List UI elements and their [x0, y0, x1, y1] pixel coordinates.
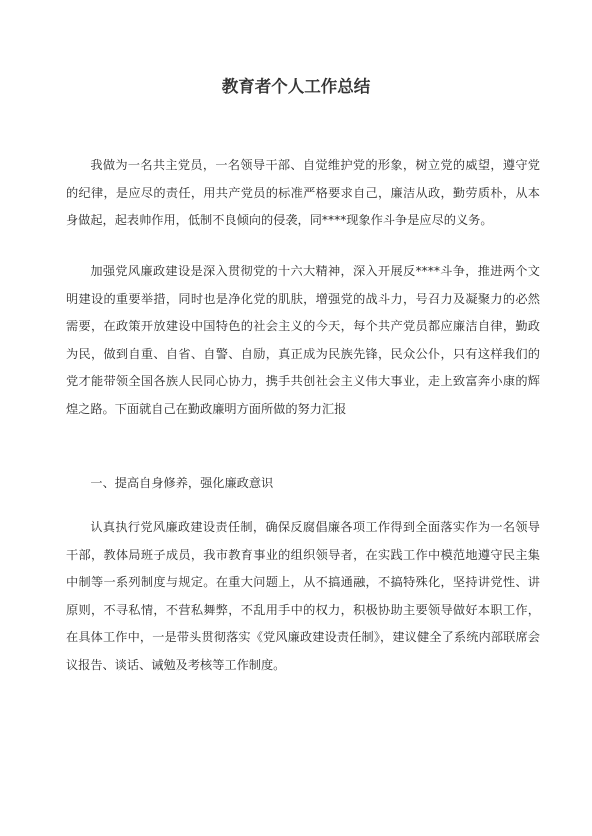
section-heading-self-cultivation: 一、提高自身修养，强化廉政意识: [90, 476, 274, 490]
document-title: 教育者个人工作总结: [221, 77, 371, 96]
paragraph-anti-corruption-construction: 加强党风廉政建设是深入贯彻党的十六大精神，深入开展反****斗争，推进两个文明建设的重要举措，同时也是净化党的肌肤，增强党的战斗力，号召力及凝聚力的必然需要，在政策开放建设中国特色的社会主义的今天，每个共产党员都应廉洁自律，勤政为民，做到自重、自省、自警、自励，真正成为民族先锋，民众公仆，只有这样我们的党才能带领全国各族人民同心协力，携手共创社会主义伟大事业，走上致富奔小康的辉煌之路。下面就自己在勤政廉明方面所做的努力汇报: [66, 264, 540, 416]
paragraph-party-member-duty: 我做为一名共主党员，一名领导干部、自觉维护党的形象，树立党的威望，遵守党的纪律，是应尽的责任，用共产党员的标准严格要求自己，廉洁从政，勤劳质朴，从本身做起，起表帅作用，低制不良倾向的侵袭，同****现象作斗争是应尽的义务。: [66, 158, 540, 228]
paragraph-responsibility-system: 认真执行党风廉政建设责任制，确保反腐倡廉各项工作得到全面落实作为一名领导干部，教体局班子成员，我市教育事业的组织领导者，在实践工作中模范地遵守民主集中制等一系列制度与规定。在重大问题上，从不搞通融，不搞特殊化，坚持讲党性、讲原则，不寻私情，不营私舞弊，不乱用手中的权力，积极协助主要领导做好本职工作，在具体工作中，一是带头贯彻落实《党风廉政建设责任制》，建议健全了系统内部联席会议报告、谈话、诫勉及考核等工作制度。: [66, 520, 540, 672]
